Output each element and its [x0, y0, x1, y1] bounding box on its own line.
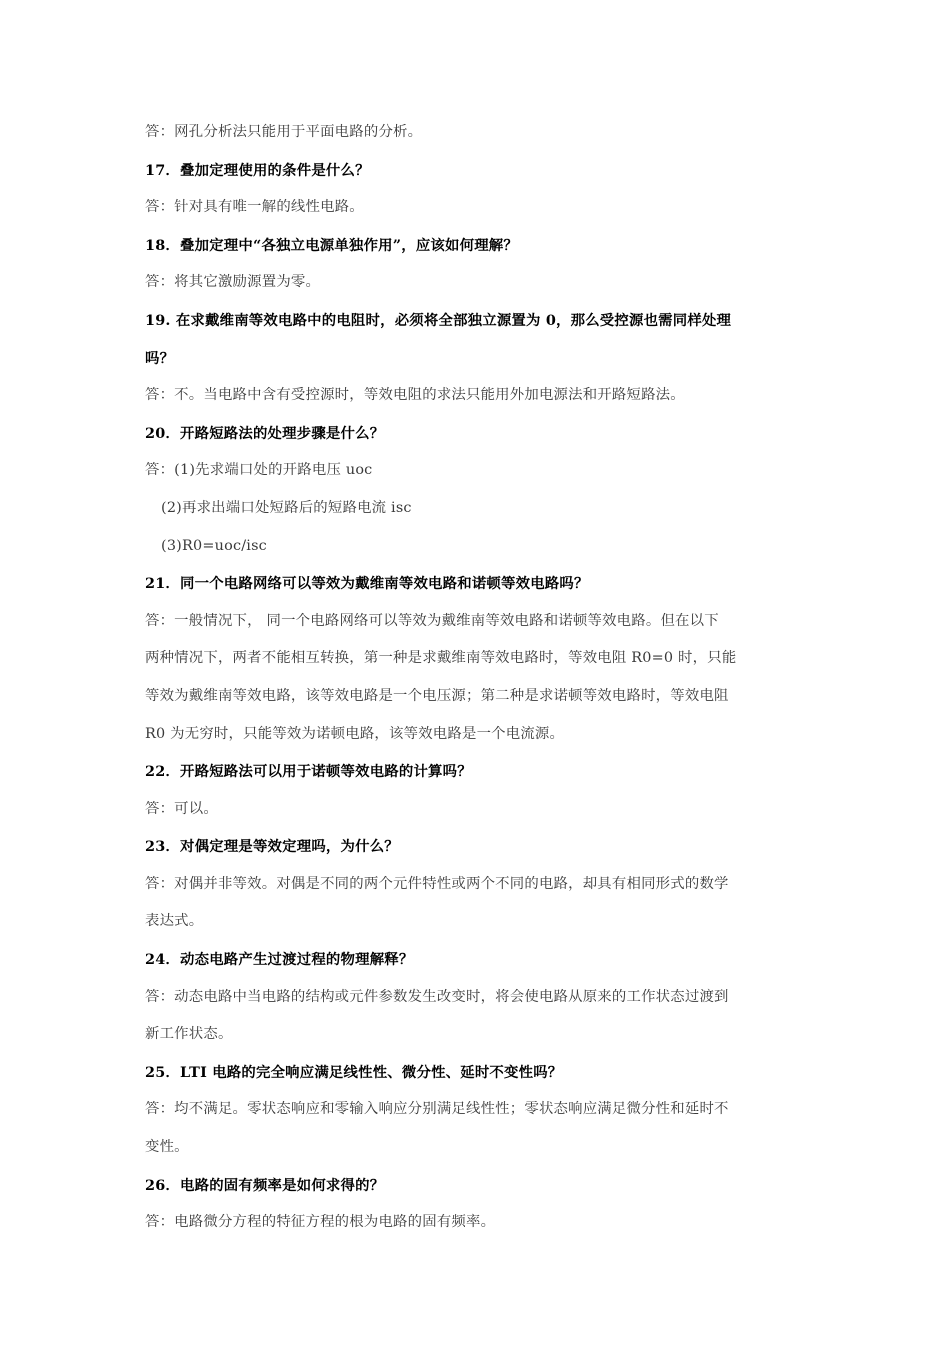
answer-20-step-1: 答：(1)先求端口处的开路电压 uoc — [145, 462, 373, 479]
answer-20-step-2: (2)再求出端口处短路后的短路电流 isc — [161, 499, 412, 516]
answer-21-line-4: R0 为无穷时，只能等效为诺顿电路，该等效电路是一个电流源。 — [145, 725, 565, 742]
answer-16: 答：网孔分析法只能用于平面电路的分析。 — [145, 124, 423, 140]
question-24: 24．动态电路产生过渡过程的物理解释？ — [145, 951, 414, 969]
document-page — [145, 114, 815, 1242]
question-19: 19. 在求戴维南等效电路中的电阻时，必须将全部独立源置为 0，那么受控源也需同样处理 — [145, 311, 732, 329]
answer-21-line-1: 答：一般情况下， 同一个电路网络可以等效为戴维南等效电路和诺顿等效电路。但在以下 — [145, 612, 719, 629]
answer-19: 答：不。当电路中含有受控源时，等效电阻的求法只能用外加电源法和开路短路法。 — [145, 387, 685, 404]
question-25: 25．LTI 电路的完全响应满足线性性、微分性、延时不变性吗？ — [145, 1063, 563, 1081]
answer-25-line-2: 变性。 — [145, 1139, 189, 1156]
answer-20-step-3: (3)R0=uoc/isc — [161, 537, 267, 554]
answer-23-line-1: 答：对偶并非等效。对偶是不同的两个元件特性或两个不同的电路，却具有相同形式的数学 — [145, 875, 729, 892]
answer-24-line-2: 新工作状态。 — [145, 1026, 233, 1043]
question-22: 22．开路短路法可以用于诺顿等效电路的计算吗？ — [145, 763, 472, 781]
answer-21-line-3: 等效为戴维南等效电路，该等效电路是一个电压源；第二种是求诺顿等效电路时，等效电阻 — [145, 687, 729, 704]
question-21: 21．同一个电路网络可以等效为戴维南等效电路和诺顿等效电路吗？ — [145, 575, 589, 593]
answer-25-line-1: 答：均不满足。零状态响应和零输入响应分别满足线性性；零状态响应满足微分性和延时不 — [145, 1101, 729, 1118]
answer-18: 答：将其它激励源置为零。 — [145, 274, 321, 291]
answer-17: 答：针对具有唯一解的线性电路。 — [145, 199, 364, 216]
answer-23-line-2: 表达式。 — [145, 913, 204, 930]
question-20: 20．开路短路法的处理步骤是什么？ — [145, 424, 385, 442]
question-18: 18．叠加定理中“各独立电源单独作用”，应该如何理解？ — [145, 236, 518, 254]
question-23: 23．对偶定理是等效定理吗，为什么？ — [145, 838, 399, 856]
question-26: 26．电路的固有频率是如何求得的？ — [145, 1176, 385, 1194]
answer-26: 答：电路微分方程的特征方程的根为电路的固有频率。 — [145, 1214, 496, 1231]
question-19-cont: 吗？ — [145, 349, 175, 367]
answer-21-line-2: 两种情况下，两者不能相互转换，第一种是求戴维南等效电路时，等效电阻 R0=0 时，只能 — [145, 650, 737, 667]
question-17: 17．叠加定理使用的条件是什么？ — [145, 161, 370, 179]
answer-22: 答：可以。 — [145, 800, 218, 817]
answer-24-line-1: 答：动态电路中当电路的结构或元件参数发生改变时，将会使电路从原来的工作状态过渡到 — [145, 988, 729, 1005]
